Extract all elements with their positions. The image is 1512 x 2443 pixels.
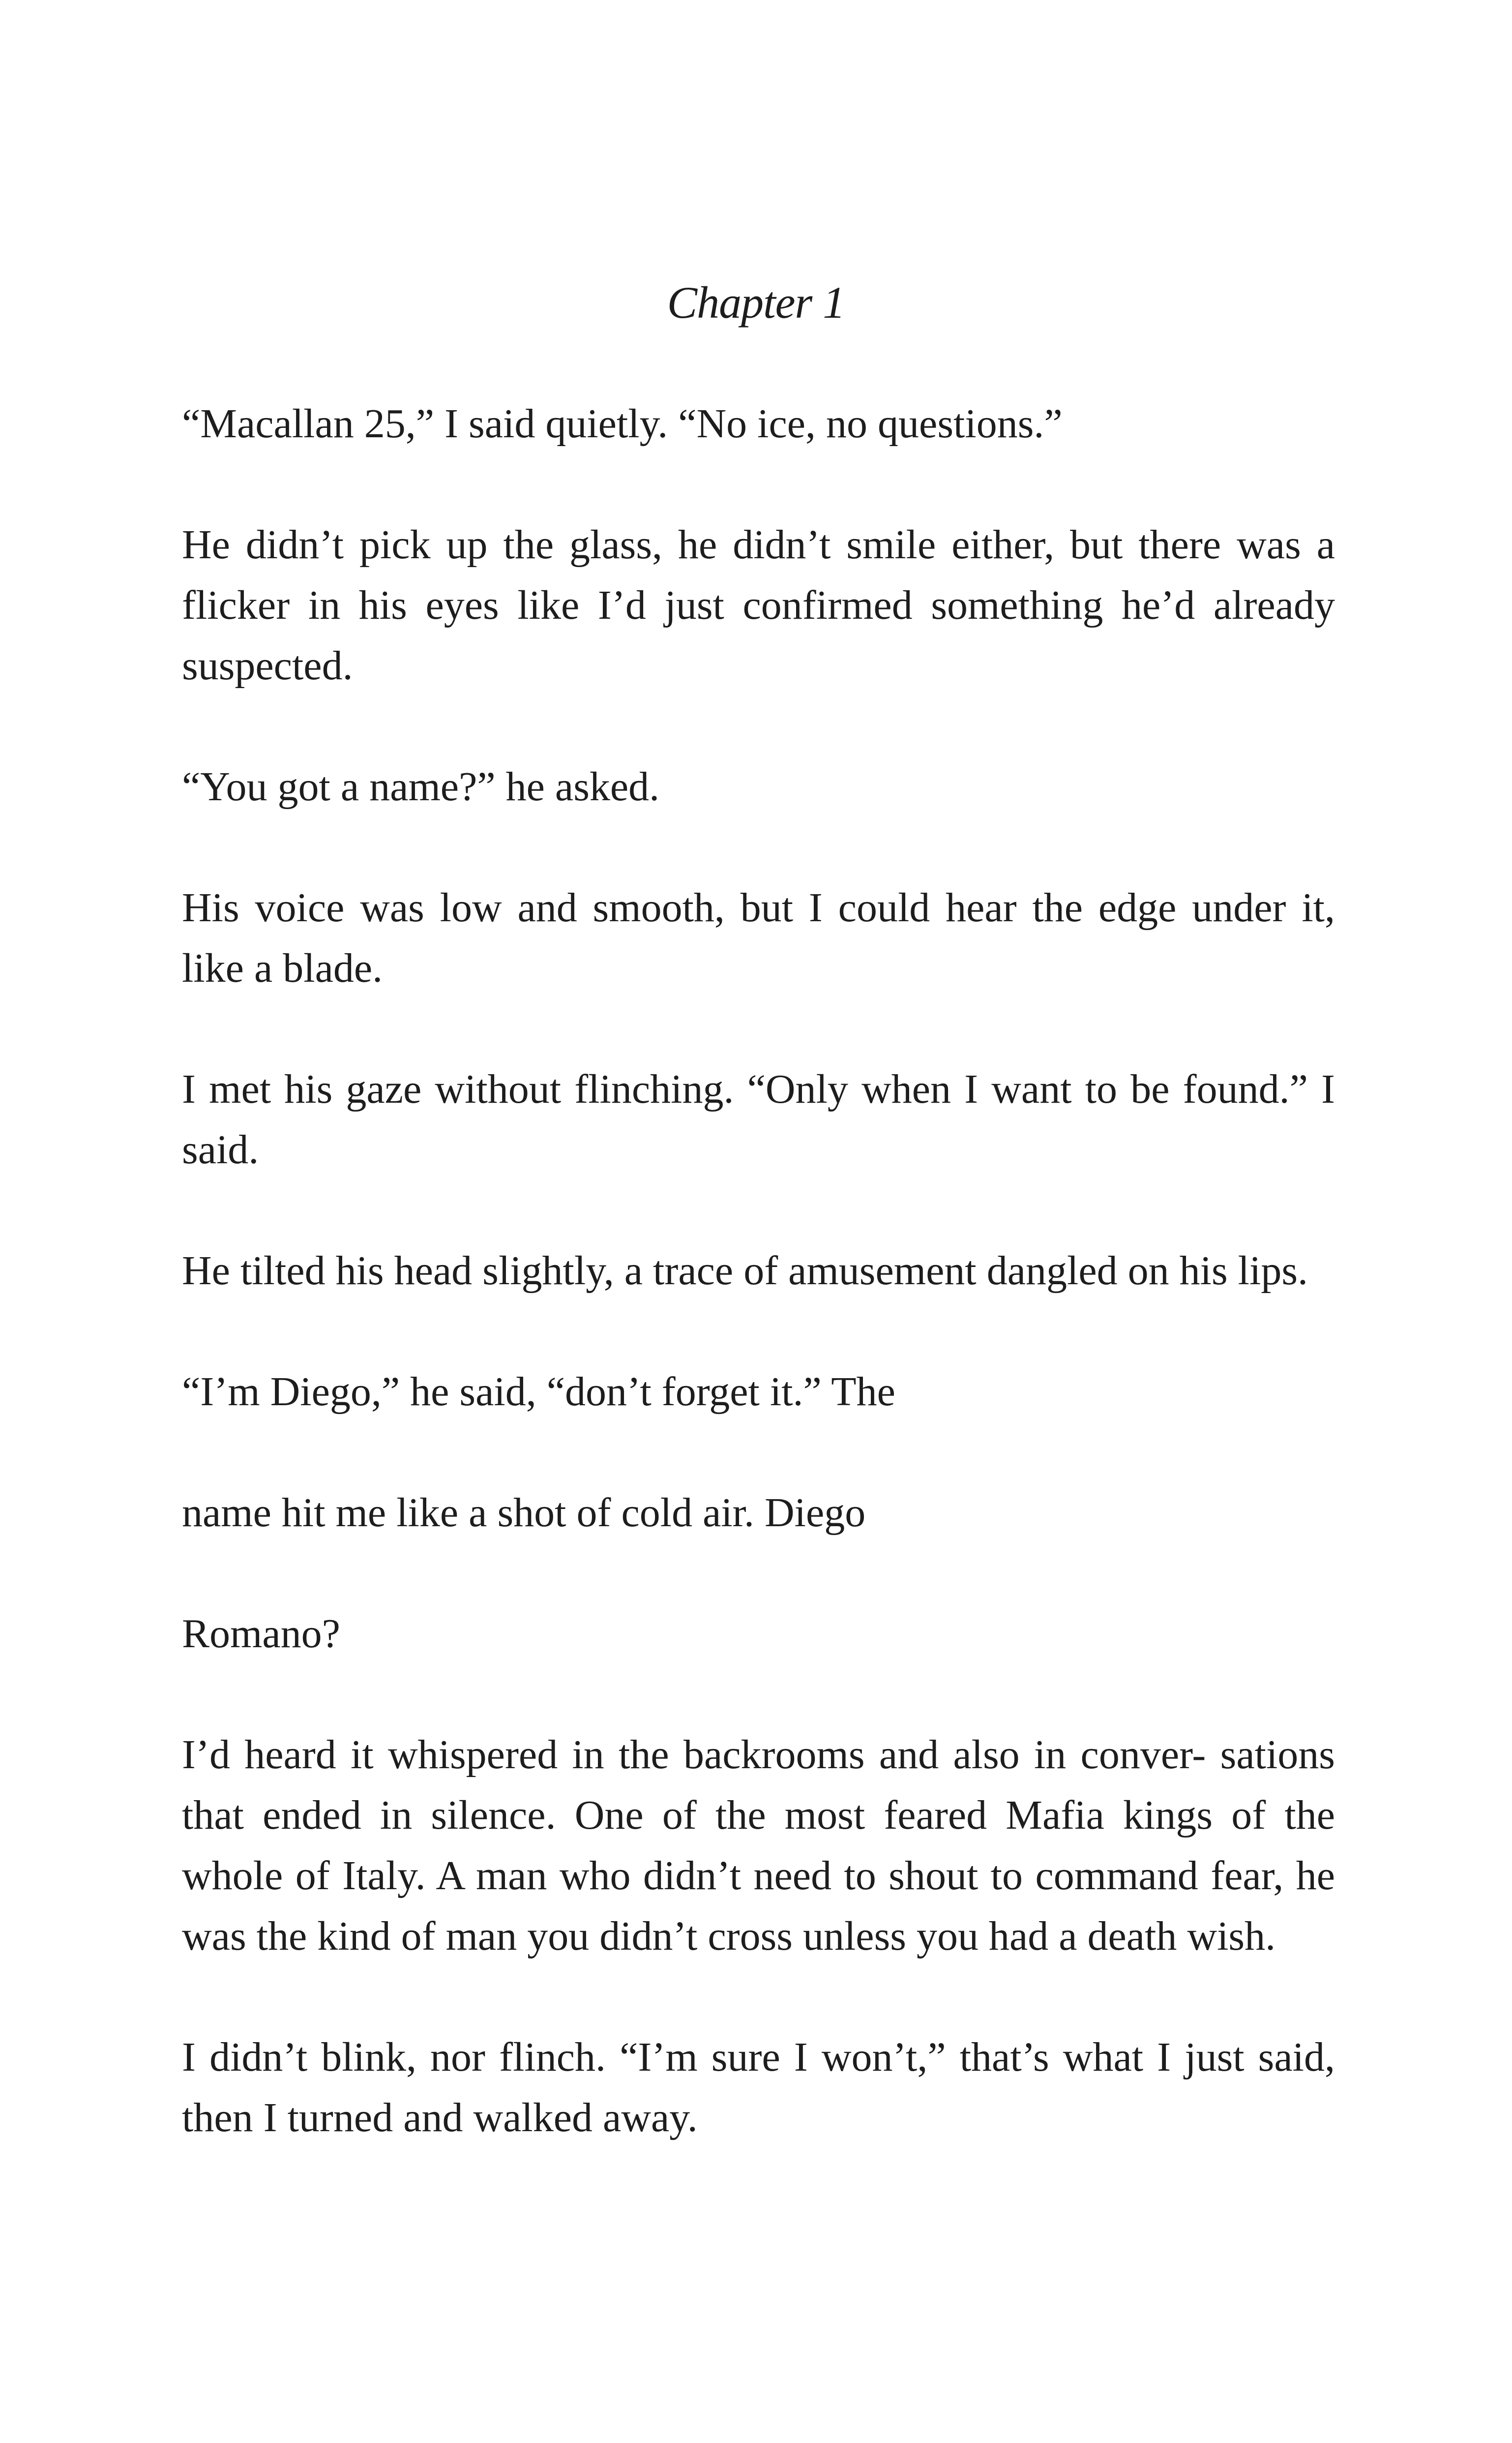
paragraph: “You got a name?” he asked. bbox=[182, 764, 660, 810]
chapter-body bbox=[182, 393, 1335, 2148]
chapter-title: Chapter 1 bbox=[667, 277, 845, 328]
paragraph: I met his gaze without flinching. “Only when I want to be found.” I said. bbox=[182, 1066, 1335, 1173]
paragraph: name hit me like a shot of cold air. Diego bbox=[182, 1490, 866, 1536]
paragraph: Romano? bbox=[182, 1611, 340, 1657]
paragraph: “I’m Diego,” he said, “don’t forget it.” The bbox=[182, 1369, 895, 1415]
paragraph: He didn’t pick up the glass, he didn’t smile either, but there was a flicker in his eyes like I’d just confirmed something he’d already suspected. bbox=[182, 522, 1335, 689]
paragraph: I’d heard it whispered in the backrooms and also in conver- sations that ended in silence. One of the most feared Mafia kings of the whole of Italy. A man who didn’t need to shout to command fear, he was the kind of man you didn’t cross unless you had a death wish. bbox=[182, 1732, 1335, 1959]
paragraph: He tilted his head slightly, a trace of amusement dangled on his lips. bbox=[182, 1248, 1308, 1294]
paragraph: His voice was low and smooth, but I could hear the edge under it, like a blade. bbox=[182, 885, 1335, 991]
paragraph: “Macallan 25,” I said quietly. “No ice, no questions.” bbox=[182, 401, 1063, 447]
paragraph: I didn’t blink, nor flinch. “I’m sure I won’t,” that’s what I just said, then I turned and walked away. bbox=[182, 2034, 1335, 2141]
